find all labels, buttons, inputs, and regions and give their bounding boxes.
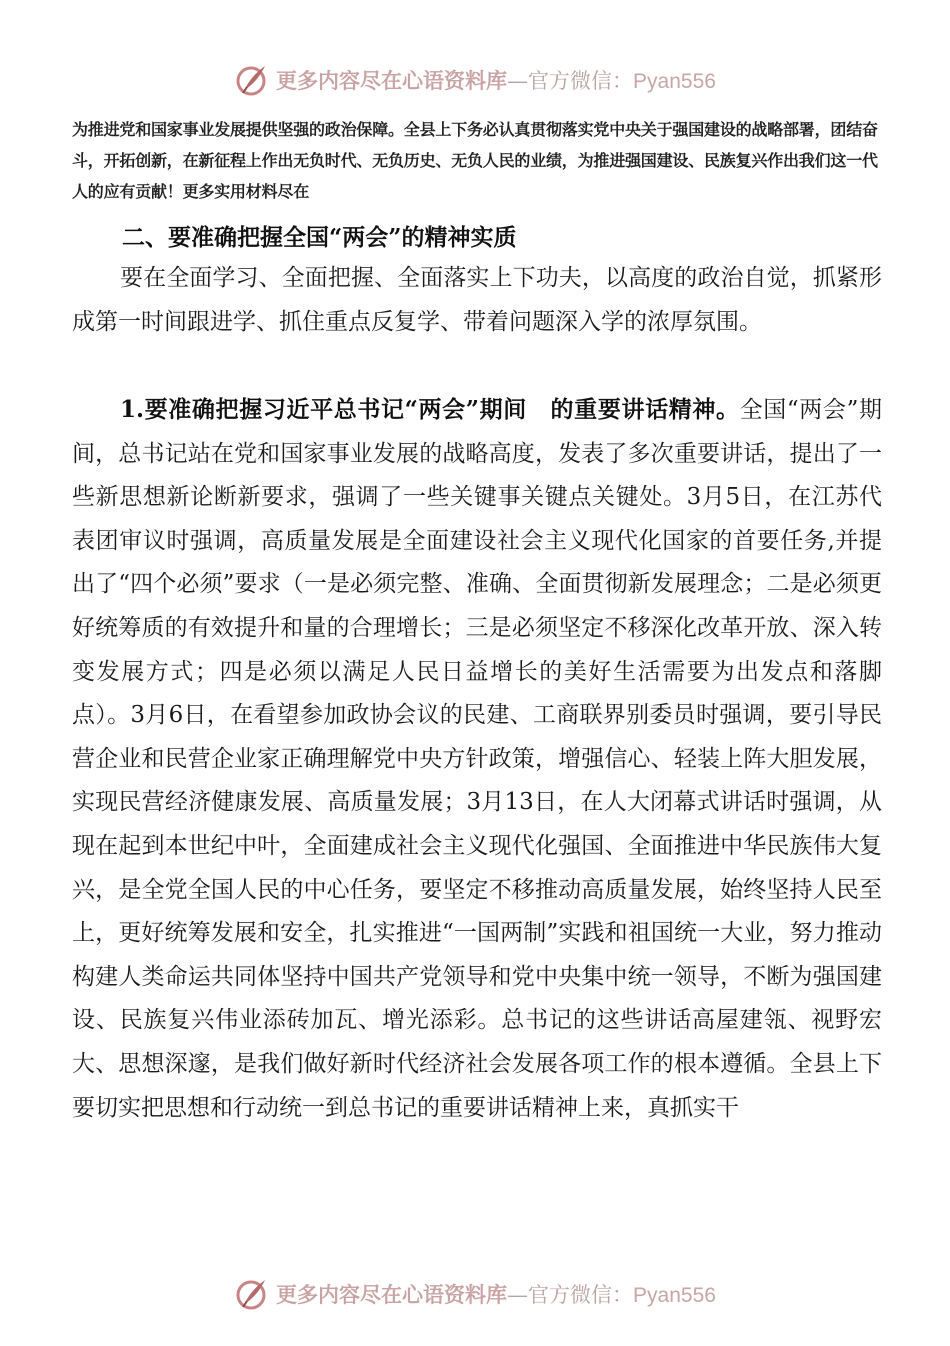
watermark-label: 官方微信： [528, 69, 634, 93]
quill-logo-icon [234, 1276, 270, 1312]
watermark-text [276, 65, 716, 95]
paragraph-2-bold-lead: 1.要准确把握习近平总书记“两会”期间 的重要讲话精神。 [120, 396, 740, 423]
watermark-footer [0, 1274, 950, 1314]
watermark-main: 更多内容尽在心语资料库 [276, 68, 508, 93]
watermark-dash: — [507, 1283, 529, 1307]
watermark-id: Pyan556 [633, 1284, 716, 1307]
watermark-dash: — [507, 69, 529, 93]
lead-paragraph: 为推进党和国家事业发展提供坚强的政治保障。全县上下务必认真贯彻落实党中央关于强国建设的战略部署，团结奋斗，开拓创新，在新征程上作出无负时代、无负历史、无负人民的业绩，为推进强国建设、民族复兴作出我们这一代人的应有贡献！更多实用材料尽在 [72, 120, 878, 201]
watermark-label: 官方微信： [528, 1283, 634, 1307]
quill-logo-icon [234, 62, 270, 98]
section-heading: 二、要准确把握全国“两会”的精神实质 [122, 224, 517, 251]
watermark-main: 更多内容尽在心语资料库 [276, 1282, 508, 1307]
paragraph-2-body: 全国“两会”期间，总书记站在党和国家事业发展的战略高度，发表了多次重要讲话，提出了一些新思想新论断新要求，强调了一些关键事关键点关键处。3月5日，在江苏代表团审议时强调，高质量发展是全面建设社会主义现代化国家的首要任务,并提出了“四个必须”要求（一是必须完整、准确、全面贯彻新发展理念；二是必须更好统筹质的有效提升和量的合理增长；三是必须坚定不移深化改革开放、深入转变发展方式；四是必须以满足人民日益增长的美好生活需要为出发点和落脚点）。3月6日，在看望参加政协会议的民建、工商联界别委员时强调，要引导民营企业和民营企业家正确理解党中央方针政策，增强信心、轻装上阵大胆发展，实现民营经济健康发展、高质量发展；3月13日，在人大闭幕式讲话时强调，从现在起到本世纪中叶，全面建成社会主义现代化强国、全面推进中华民族伟大复兴，是全党全国人民的中心任务，要坚定不移推动高质量发展，始终坚持人民至上，更好统筹发展和安全，扎实推进“一国两制”实践和祖国统一大业，努力推动构建人类命运共同体坚持中国共产党领导和党中央集中统一领导，不断为强国建设、民族复兴伟业添砖加瓦、增光添彩。总书记的这些讲话高屋建瓴、视野宏大、思想深邃，是我们做好新时代经济社会发展各项工作的根本遵循。全县上下要切实把思想和行动统一到总书记的重要讲话精神上来，真抓实干 [72, 397, 882, 1121]
body-paragraph-2 [72, 388, 882, 1130]
watermark-id: Pyan556 [633, 70, 716, 93]
watermark-text [276, 1279, 716, 1309]
watermark-header [0, 60, 950, 100]
body-paragraph-1: 要在全面学习、全面把握、全面落实上下功夫，以高度的政治自觉，抓紧形成第一时间跟进学、抓住重点反复学、带着问题深入学的浓厚氛围。 [72, 265, 882, 335]
